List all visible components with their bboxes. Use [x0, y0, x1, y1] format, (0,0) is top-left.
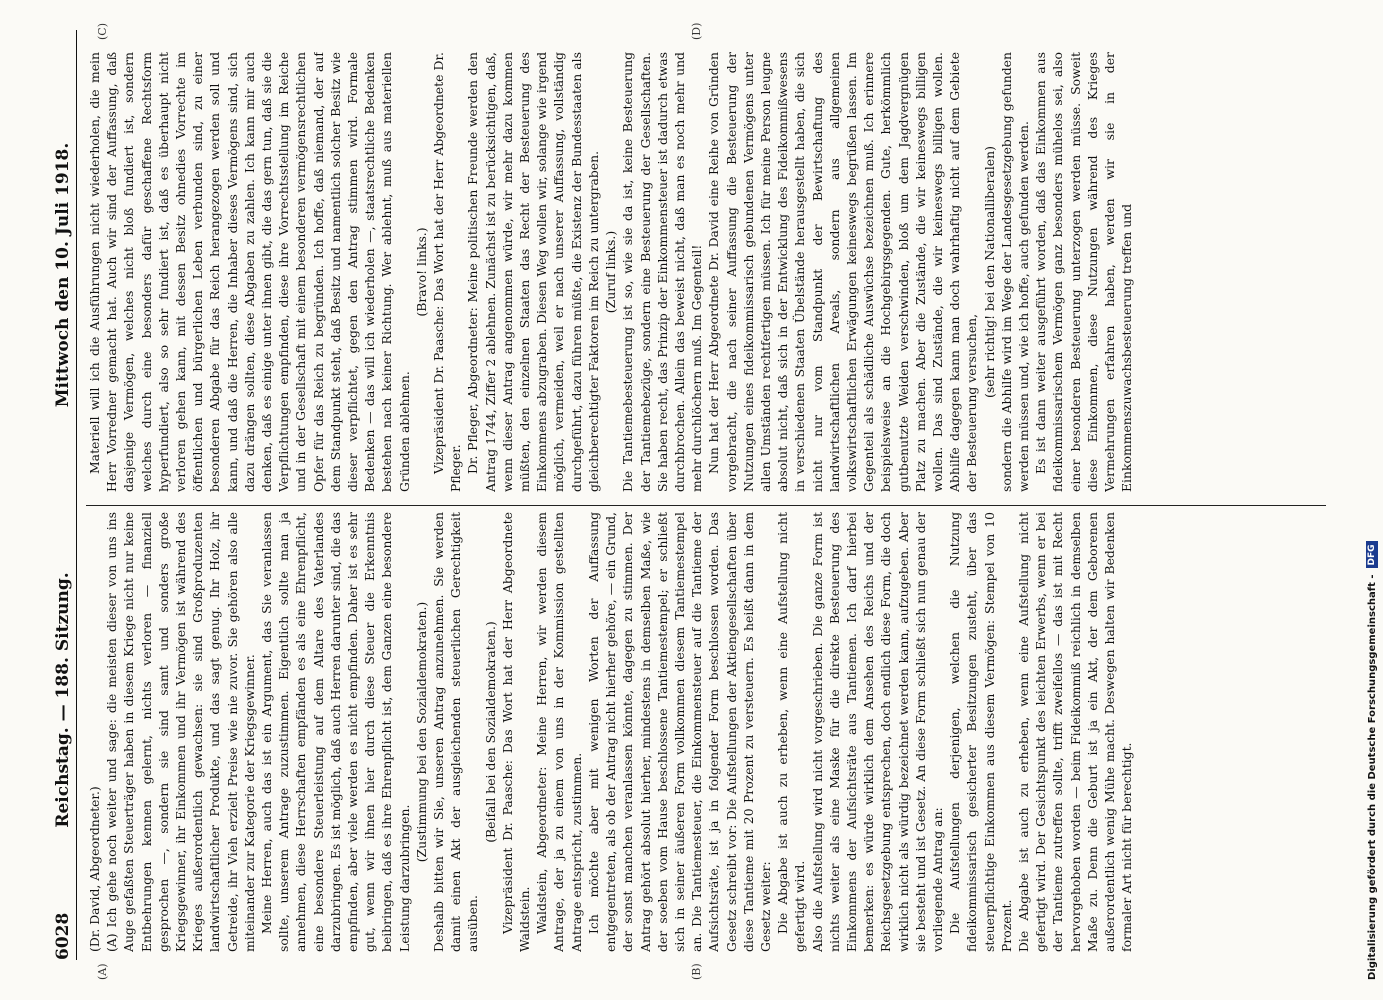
- text-column-right: [86, 52, 1326, 492]
- paragraph: Vizepräsident Dr. Paasche: Das Wort hat der Herr Abgeordnete Waldstein.: [499, 512, 533, 952]
- paragraph: (Zuruf links.): [603, 230, 619, 314]
- paragraph: (A) Ich gehe noch weiter und sage: die meisten dieser von uns ins Auge gefaßten Steuerträger haben in diesem Kriege nicht nur keine Entbehrungen kennen gelernt, nichts verloren — finanziell gesprochen —, sondern sie sind samt und sonders große Kriegsgewinner, ihr Einkommen und ihr Vermögen ist während des Krieges außerordentlich gewachsen: sie sind Großproduzenten landwirtschaftlicher Produkte, und das sagt genug. Ihr Holz, ihr Getreide, ihr Vieh erzielt Preise wie nie zuvor. Sie gehören also alle miteinander zur Kategorie der Kriegsgewinner.: [104, 512, 257, 952]
- page-header: [50, 30, 77, 960]
- paragraph: Meine Herren, auch das ist ein Argument, das Sie veranlassen sollte, unserem Antrage zuzustimmen. Eigentlich sollte man ja annehmen, diese Herrschaften empfänden es als eine Ehrenpflicht, eine besondere Steuerleistung auf dem Altare des Vaterlandes darzubringen. Es ist möglich, daß auch Herren darunter sind, die das empfinden, aber viele werden es nicht empfinden. Daher ist es sehr gut, wenn wir ihnen hier durch diese Steuer die Erkenntnis beibringen, daß es ihre Ehrenpflicht ist, dem Ganzen eine besondere Leistung darzubringen.: [259, 512, 412, 952]
- session-date: Mittwoch den 10. Juli 1918.: [53, 142, 73, 408]
- paragraph: Nun hat der Herr Abgeordnete Dr. David eine Reihe von Gründen vorgebracht, die nach seiner Auffassung die Besteuerung der Nutzungen eines fideikommissarisch gebundenen Vermögens unter allen Umständen rechtfertigen müssen. Ich für meine Person leugne absolut nicht, daß sich in der Entwicklung des Fideikommißwesens in verschiedenen Staaten Übelstände herausgestellt haben, die sich nicht nur vom Standpunkt der Bewirtschaftung des landwirtschaftlichen Areals, sondern aus allgemeinen volkswirtschaftlichen Erwägungen keineswegs begrüßen lassen. Im Gegenteil als schädliche Auswüchse bezeichnen muß. Ich erinnere beispielsweise an die Hochgebirgsgegenden. Gute, herkömmlich gutbenutzte Weiden verschwinden, bloß um dem Jagdvergnügen Platz zu machen. Aber die Zustände, die wir keineswegs billigen wollen. Das sind Zustände, die wir keineswegs billigen wollen. Abhilfe dagegen kann man doch wahrhaftig nicht auf dem Gebiete der Besteuerung versuchen,: [706, 52, 980, 492]
- paragraph: Waldstein, Abgeordneter: Meine Herren, wir werden diesem Antrage, der ja zu einem von uns in der Kommission gestellten Antrage entspricht, zustimmen.: [534, 512, 584, 952]
- margin-mark-b: (B): [690, 963, 703, 980]
- page-number: 6028: [53, 912, 73, 960]
- credit-text: Digitalisierung gefördert durch die Deutsche Forschungsgemeinschaft -: [1366, 574, 1378, 980]
- paragraph: Die Tantiemebesteuerung ist so, wie sie da ist, keine Besteuerung der Tantiemebezüge, sondern eine Besteuerung der Gesellschaften. Sie haben recht, das Prinzip der Einkommensteuer ist dadurch etwas durchbrochen. Allein das beweist nicht, daß man es noch mehr und mehr durchlöchern muß. Im Gegenteil!: [620, 52, 705, 492]
- digitization-credit: [1360, 20, 1380, 980]
- paragraph: Also die Aufstellung wird nicht vorgeschrieben. Die ganze Form ist nichts weiter als eine Maske für die direkte Besteuerung des Einkommens der Aufsichtsräte aus Tantiemen. Ich darf hierbei bemerken: es würde wirklich dem Ansehen des Reichs und der Reichsgesetzgebung entsprechen, doch endlich diese Form, die doch wirklich nicht als würdig bezeichnet werden kann, aufzugeben. Aber sie besteht und ist Gesetz. An diese Form schließt sich nun genau der vorliegende Antrag an:: [809, 512, 945, 952]
- paragraph: Deshalb bitten wir Sie, unseren Antrag anzunehmen. Sie werden damit einen Akt der ausgleichenden steuerlichen Gerechtigkeit ausüben.: [431, 512, 481, 952]
- margin-mark-a: (A): [96, 963, 109, 980]
- paragraph: (sehr richtig! bei den Nationalliberalen): [981, 146, 997, 398]
- paragraph: Ich möchte aber mit wenigen Worten der Auffassung entgegentreten, als ob der Antrag nicht hierher gehöre, — ein Grund, der sonst manchen veranlassen könnte, dagegen zu stimmen. Der Antrag gehört absolut hierher, mindestens in demselben Maße, wie der soeben vom Hause beschlossene Tantiemestempel; er schließt sich in seiner äußeren Form vollkommen diesem Tantiemestempel an. Die Tantiemesteuer, die Einkommensteuer auf die Tantieme der Aufsichtsräte, ist ja in folgender Form beschlossen worden. Das Gesetz schreibt vor: Die Aufstellungen der Aktiengesellschaften über diese Tantieme mit 20 Prozent zu versteuern. Es heißt dann in dem Gesetz weiter:: [585, 512, 773, 952]
- paragraph: Es ist dann weiter ausgeführt worden, daß das Einkommen aus fideikommissarischem Vermögen ganz besonders mühelos sei, also einer besonderen Besteuerung unterzogen werden müsse. Soweit diese Einkommen, diese Nutzungen während des Krieges Vermehrungen erfahren haben, werden wir sie in der Einkommenszuwachsbesteuerung treffen und: [1033, 52, 1135, 492]
- dfg-logo: DFG: [1366, 541, 1378, 568]
- paragraph: Die Abgabe ist auch zu erheben, wenn eine Aufstellung nicht gefertigt wird.: [775, 512, 808, 952]
- text-column-left: [86, 512, 1326, 952]
- paragraph: (Bravo! links.): [413, 227, 429, 317]
- margin-mark-d: (D): [690, 22, 703, 40]
- paragraph: sondern die Abhilfe wird im Wege der Landesgesetzgebung gefunden werden müssen und, wie ich hoffe, auch gefunden werden.: [998, 52, 1031, 492]
- paragraph: Vizepräsident Dr. Paasche: Das Wort hat der Herr Abgeordnete Dr. Pfleger.: [431, 52, 464, 492]
- margin-mark-c: (C): [96, 23, 109, 40]
- paragraph: Die Aufstellungen derjenigen, welchen die Nutzung fideikommissarisch gesicherter Besitzungen zusteht, über das steuerpflichtige Einkommen aus diesem Vermögen: Stempel von 10 Prozent.: [947, 512, 1014, 952]
- paragraph: (Dr. David, Abgeordneter.): [87, 786, 102, 952]
- session-title: Reichstag. — 188. Sitzung.: [53, 572, 73, 828]
- paragraph: Materiell will ich die Ausführungen nicht wiederholen, die mein Herr Vorredner gemacht hat. Auch wir sind der Auffassung, daß dasjenige Vermögen, welches nicht bloß fundiert ist, sondern welches durch eine besonders dafür geschaffene Rechtsform hyperfundiert, also so sehr fundiert ist, daß es überhaupt nicht verloren gehen kann, mit dessen Besitz ohnedies Vorrechte im öffentlichen und bürgerlichen Leben verbunden sind, zu einer besonderen Abgabe für das Reich herangezogen werden soll und kann, und daß die Herren, die Inhaber dieses Vermögens sind, sich dazu drängen sollten, diese Abgaben zu zahlen. Ich kann mir auch denken, daß es einige unter ihnen gibt, die das gern tun, daß sie die Verpflichtungen empfinden, diese ihre Vorrechtsstellung im Reiche und in der Gesellschaft mit einem besonderen vermögensrechtlichen Opfer für das Reich zu begründen. Ich hoffe, daß niemand, der auf dem Standpunkt steht, daß Besitz und namentlich solcher Besitz wie dieser verpflichtet, gegen den Antrag stimmen wird. Formale Bedenken — das will ich wiederholen —, staatsrechtliche Bedenken bestehen nach keiner Richtung. Wer ablehnt, muß aus materiellen Gründen ablehnen.: [87, 52, 412, 492]
- paragraph: (Beifall bei den Sozialdemokraten.): [482, 621, 498, 843]
- paragraph: (Zustimmung bei den Sozialdemokraten.): [413, 601, 429, 863]
- column-divider: [86, 505, 1326, 506]
- paragraph: Die Abgabe ist auch zu erheben, wenn eine Aufstellung nicht gefertigt wird. Der Gesichtspunkt des leichten Erwerbs, wenn er bei der Tantieme zutreffen sollte, trifft zweifellos — das ist mit Recht hervorgehoben worden — beim Fideikommiß reichlich in demselben Maße zu. Denn die Geburt ist ja ein Akt, der dem Geborenen außerordentlich wenig Mühe macht. Deswegen halten wir Bedenken formaler Art nicht für berechtigt.: [1015, 512, 1135, 952]
- paragraph: Dr. Pfleger, Abgeordneter: Meine politischen Freunde werden den Antrag 1744, Ziffer 2 ablehnen. Zunächst ist zu berücksichtigen, daß, wenn dieser Antrag angenommen würde, wir mehr dazu kommen müßten, den einzelnen Staaten das Recht der Besteuerung des Einkommens abzugraben. Diesen Weg wollen wir, solange wie irgend möglich, vermeiden, weil er nach unserer Auffassung, vollständig durchgeführt, dazu führen müßte, die Existenz der Bundesstaaten als gleichberechtigter Faktoren im Reich zu untergraben.: [465, 52, 601, 492]
